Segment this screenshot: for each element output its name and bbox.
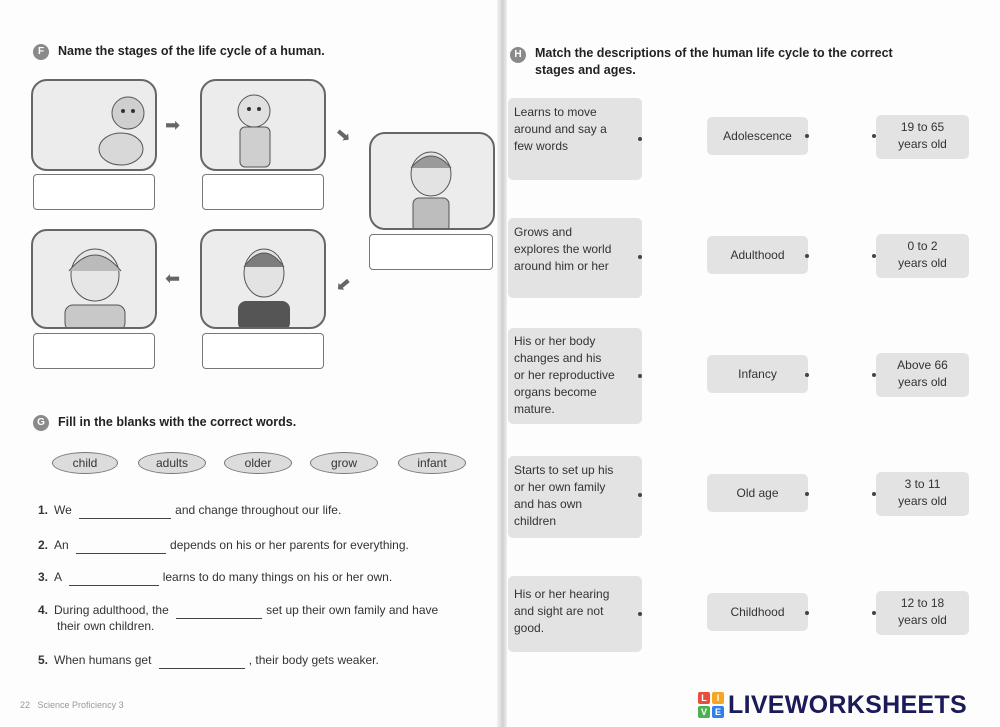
stage-box[interactable]: Old age <box>707 474 808 512</box>
blank-input[interactable] <box>69 569 159 586</box>
infant-picture <box>31 79 157 171</box>
question-3: 3. A learns to do many things on his or her own. <box>38 570 393 584</box>
match-dot[interactable] <box>805 492 809 496</box>
description-box[interactable]: Grows and explores the world around him or her <box>508 218 642 298</box>
match-dot[interactable] <box>805 373 809 377</box>
word-bank-item: older <box>224 452 292 474</box>
old-age-picture <box>31 229 157 329</box>
question-5: 5. When humans get , their body gets weaker. <box>38 653 379 667</box>
arrow-down-left-icon: ➡ <box>331 272 356 298</box>
match-dot[interactable] <box>805 254 809 258</box>
teen-illustration <box>371 134 495 230</box>
logo-letter: I <box>712 692 724 704</box>
age-box[interactable]: 0 to 2 years old <box>876 234 969 278</box>
blank-input[interactable] <box>159 652 245 669</box>
arrow-right-icon: ➡ <box>165 115 181 135</box>
stage-box[interactable]: Adolescence <box>707 117 808 155</box>
child-picture <box>200 79 326 171</box>
baby-illustration <box>33 81 157 171</box>
age-box[interactable]: 12 to 18 years old <box>876 591 969 635</box>
section-h-badge: H <box>510 47 526 63</box>
liveworksheets-logo-icon <box>698 692 724 718</box>
description-box[interactable]: Starts to set up his or her own family and has own children <box>508 456 642 538</box>
answer-box-adolescent[interactable] <box>369 234 493 270</box>
word-bank-item: infant <box>398 452 466 474</box>
brand-name: LIVEWORKSHEETS <box>728 690 967 719</box>
match-dot[interactable] <box>638 493 642 497</box>
book-spine <box>497 0 507 727</box>
book-title: Science Proficiency 3 <box>37 700 124 710</box>
blank-input[interactable] <box>176 602 262 619</box>
age-box[interactable]: 19 to 65 years old <box>876 115 969 159</box>
question-1: 1. We and change throughout our life. <box>38 503 342 517</box>
blank-input[interactable] <box>76 537 166 554</box>
logo-letter: E <box>712 706 724 718</box>
answer-box-child[interactable] <box>202 174 324 210</box>
word-bank-item: adults <box>138 452 206 474</box>
section-f-title: Name the stages of the life cycle of a human. <box>58 44 325 58</box>
description-box[interactable]: Learns to move around and say a few words <box>508 98 642 180</box>
adult-illustration <box>202 231 326 329</box>
liveworksheets-logo <box>698 690 967 720</box>
match-dot[interactable] <box>805 611 809 615</box>
match-dot[interactable] <box>638 374 642 378</box>
word-bank-item: child <box>52 452 118 474</box>
section-f-badge: F <box>33 44 49 60</box>
section-g-title: Fill in the blanks with the correct words. <box>58 415 297 429</box>
age-box[interactable]: 3 to 11 years old <box>876 472 969 516</box>
answer-box-adult[interactable] <box>202 333 324 369</box>
match-dot[interactable] <box>805 134 809 138</box>
question-4-continued: their own children. <box>57 619 155 633</box>
match-dot[interactable] <box>638 255 642 259</box>
arrow-down-right-icon: ➡ <box>331 122 356 148</box>
blank-input[interactable] <box>79 502 171 519</box>
section-g-badge: G <box>33 415 49 431</box>
word-bank-item: grow <box>310 452 378 474</box>
stage-box[interactable]: Adulthood <box>707 236 808 274</box>
adolescent-picture <box>369 132 495 230</box>
arrow-left-icon: ➡ <box>165 269 181 289</box>
page-number: 22 <box>20 700 31 710</box>
answer-box-infant[interactable] <box>33 174 155 210</box>
answer-box-old-age[interactable] <box>33 333 155 369</box>
match-dot[interactable] <box>638 612 642 616</box>
adult-picture <box>200 229 326 329</box>
question-2: 2. An depends on his or her parents for everything. <box>38 538 409 552</box>
footer <box>20 700 124 710</box>
section-h-title: Match the descriptions of the human life cycle to the correct stages and ages. <box>535 46 893 77</box>
description-box[interactable]: His or her hearing and sight are not good. <box>508 576 642 652</box>
logo-letter: V <box>698 706 710 718</box>
match-dot[interactable] <box>638 137 642 141</box>
child-illustration <box>202 81 326 171</box>
stage-box[interactable]: Infancy <box>707 355 808 393</box>
question-4: 4. During adulthood, the set up their own family and have <box>38 603 439 617</box>
logo-letter: L <box>698 692 710 704</box>
stage-box[interactable]: Childhood <box>707 593 808 631</box>
elderly-illustration <box>33 231 157 329</box>
age-box[interactable]: Above 66 years old <box>876 353 969 397</box>
description-box[interactable]: His or her body changes and his or her reproductive organs become mature. <box>508 328 642 424</box>
